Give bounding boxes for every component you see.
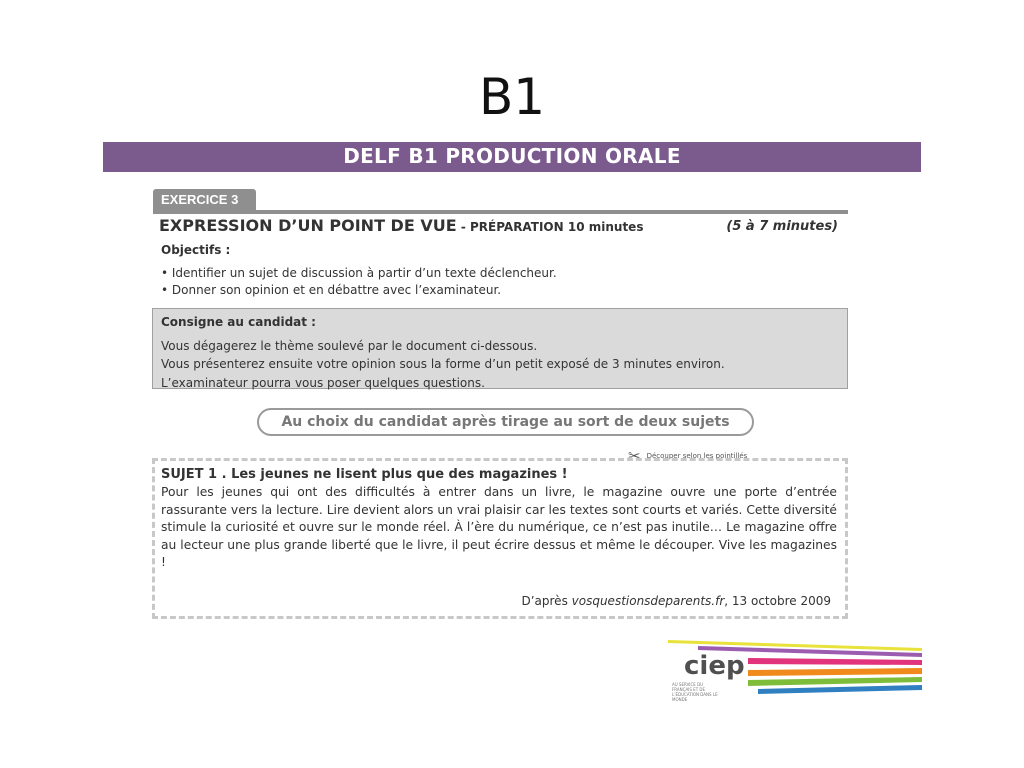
- exercise-duration: (5 à 7 minutes): [726, 219, 838, 234]
- logo-word: ciep: [684, 651, 745, 681]
- exercise-heading-sub: - PRÉPARATION 10 minutes: [456, 220, 644, 234]
- instructions-box: [152, 308, 848, 389]
- objectives-label: Objectifs :: [161, 243, 231, 257]
- objectives-list: [161, 265, 557, 299]
- logo-stripe: [748, 668, 922, 676]
- exercise-tab: EXERCICE 3: [153, 189, 256, 211]
- scissors-icon: ✂: [628, 447, 641, 465]
- choice-note: Au choix du candidat après tirage au sort de deux sujets: [257, 408, 754, 436]
- instructions-title: Consigne au candidat :: [161, 315, 316, 329]
- objective-item: • Donner son opinion et en débattre avec l’examinateur.: [161, 283, 502, 297]
- subject-body: Pour les jeunes qui ont des difficultés à entrer dans un livre, le magazine ouvre une porte d’entrée rassurante vers la lecture. Lire devient alors un vrai plaisir car les textes sont courts et variés. Cette diversité stimule la curiosité et ouvre sur le monde réel. À l’ère du numérique, ce n’est pas inutile… Le magazine offre au lecteur une plus grande liberté que le livre, il peut écrire dessus et même le découper. Vive les magazines !: [161, 485, 837, 570]
- logo-tagline: AU SERVICE DU FRANÇAIS ET DE L’ÉDUCATION DANS LE MONDE: [672, 682, 718, 702]
- instructions-line: Vous dégagerez le thème soulevé par le document ci-dessous.: [161, 338, 538, 353]
- source-date: , 13 octobre 2009: [724, 594, 831, 608]
- subject-source: [521, 594, 831, 608]
- exam-banner: DELF B1 PRODUCTION ORALE: [103, 142, 921, 172]
- exercise-divider: [153, 210, 848, 214]
- instructions-line: Vous présenterez ensuite votre opinion sous la forme d’un petit exposé de 3 minutes environ.: [161, 357, 725, 371]
- objective-item: • Identifier un sujet de discussion à partir d’un texte déclencheur.: [161, 266, 557, 280]
- source-prefix: D’après: [521, 594, 572, 608]
- logo-stripe: [758, 685, 922, 694]
- slide-title: B1: [478, 68, 546, 126]
- subject-card: [152, 458, 848, 619]
- instructions-line: L’examinateur pourra vous poser quelques questions.: [161, 375, 485, 390]
- ciep-logo: [668, 638, 922, 702]
- cut-hint-label: Découper selon les pointillés: [646, 452, 748, 460]
- subject-title: SUJET 1 . Les jeunes ne lisent plus que des magazines !: [161, 467, 568, 482]
- exercise-heading: [159, 216, 844, 240]
- source-site: vosquestionsdeparents.fr: [571, 594, 725, 608]
- exercise-heading-main: EXPRESSION D’UN POINT DE VUE: [159, 216, 457, 235]
- logo-stripe: [748, 658, 922, 665]
- logo-stripe: [748, 677, 922, 686]
